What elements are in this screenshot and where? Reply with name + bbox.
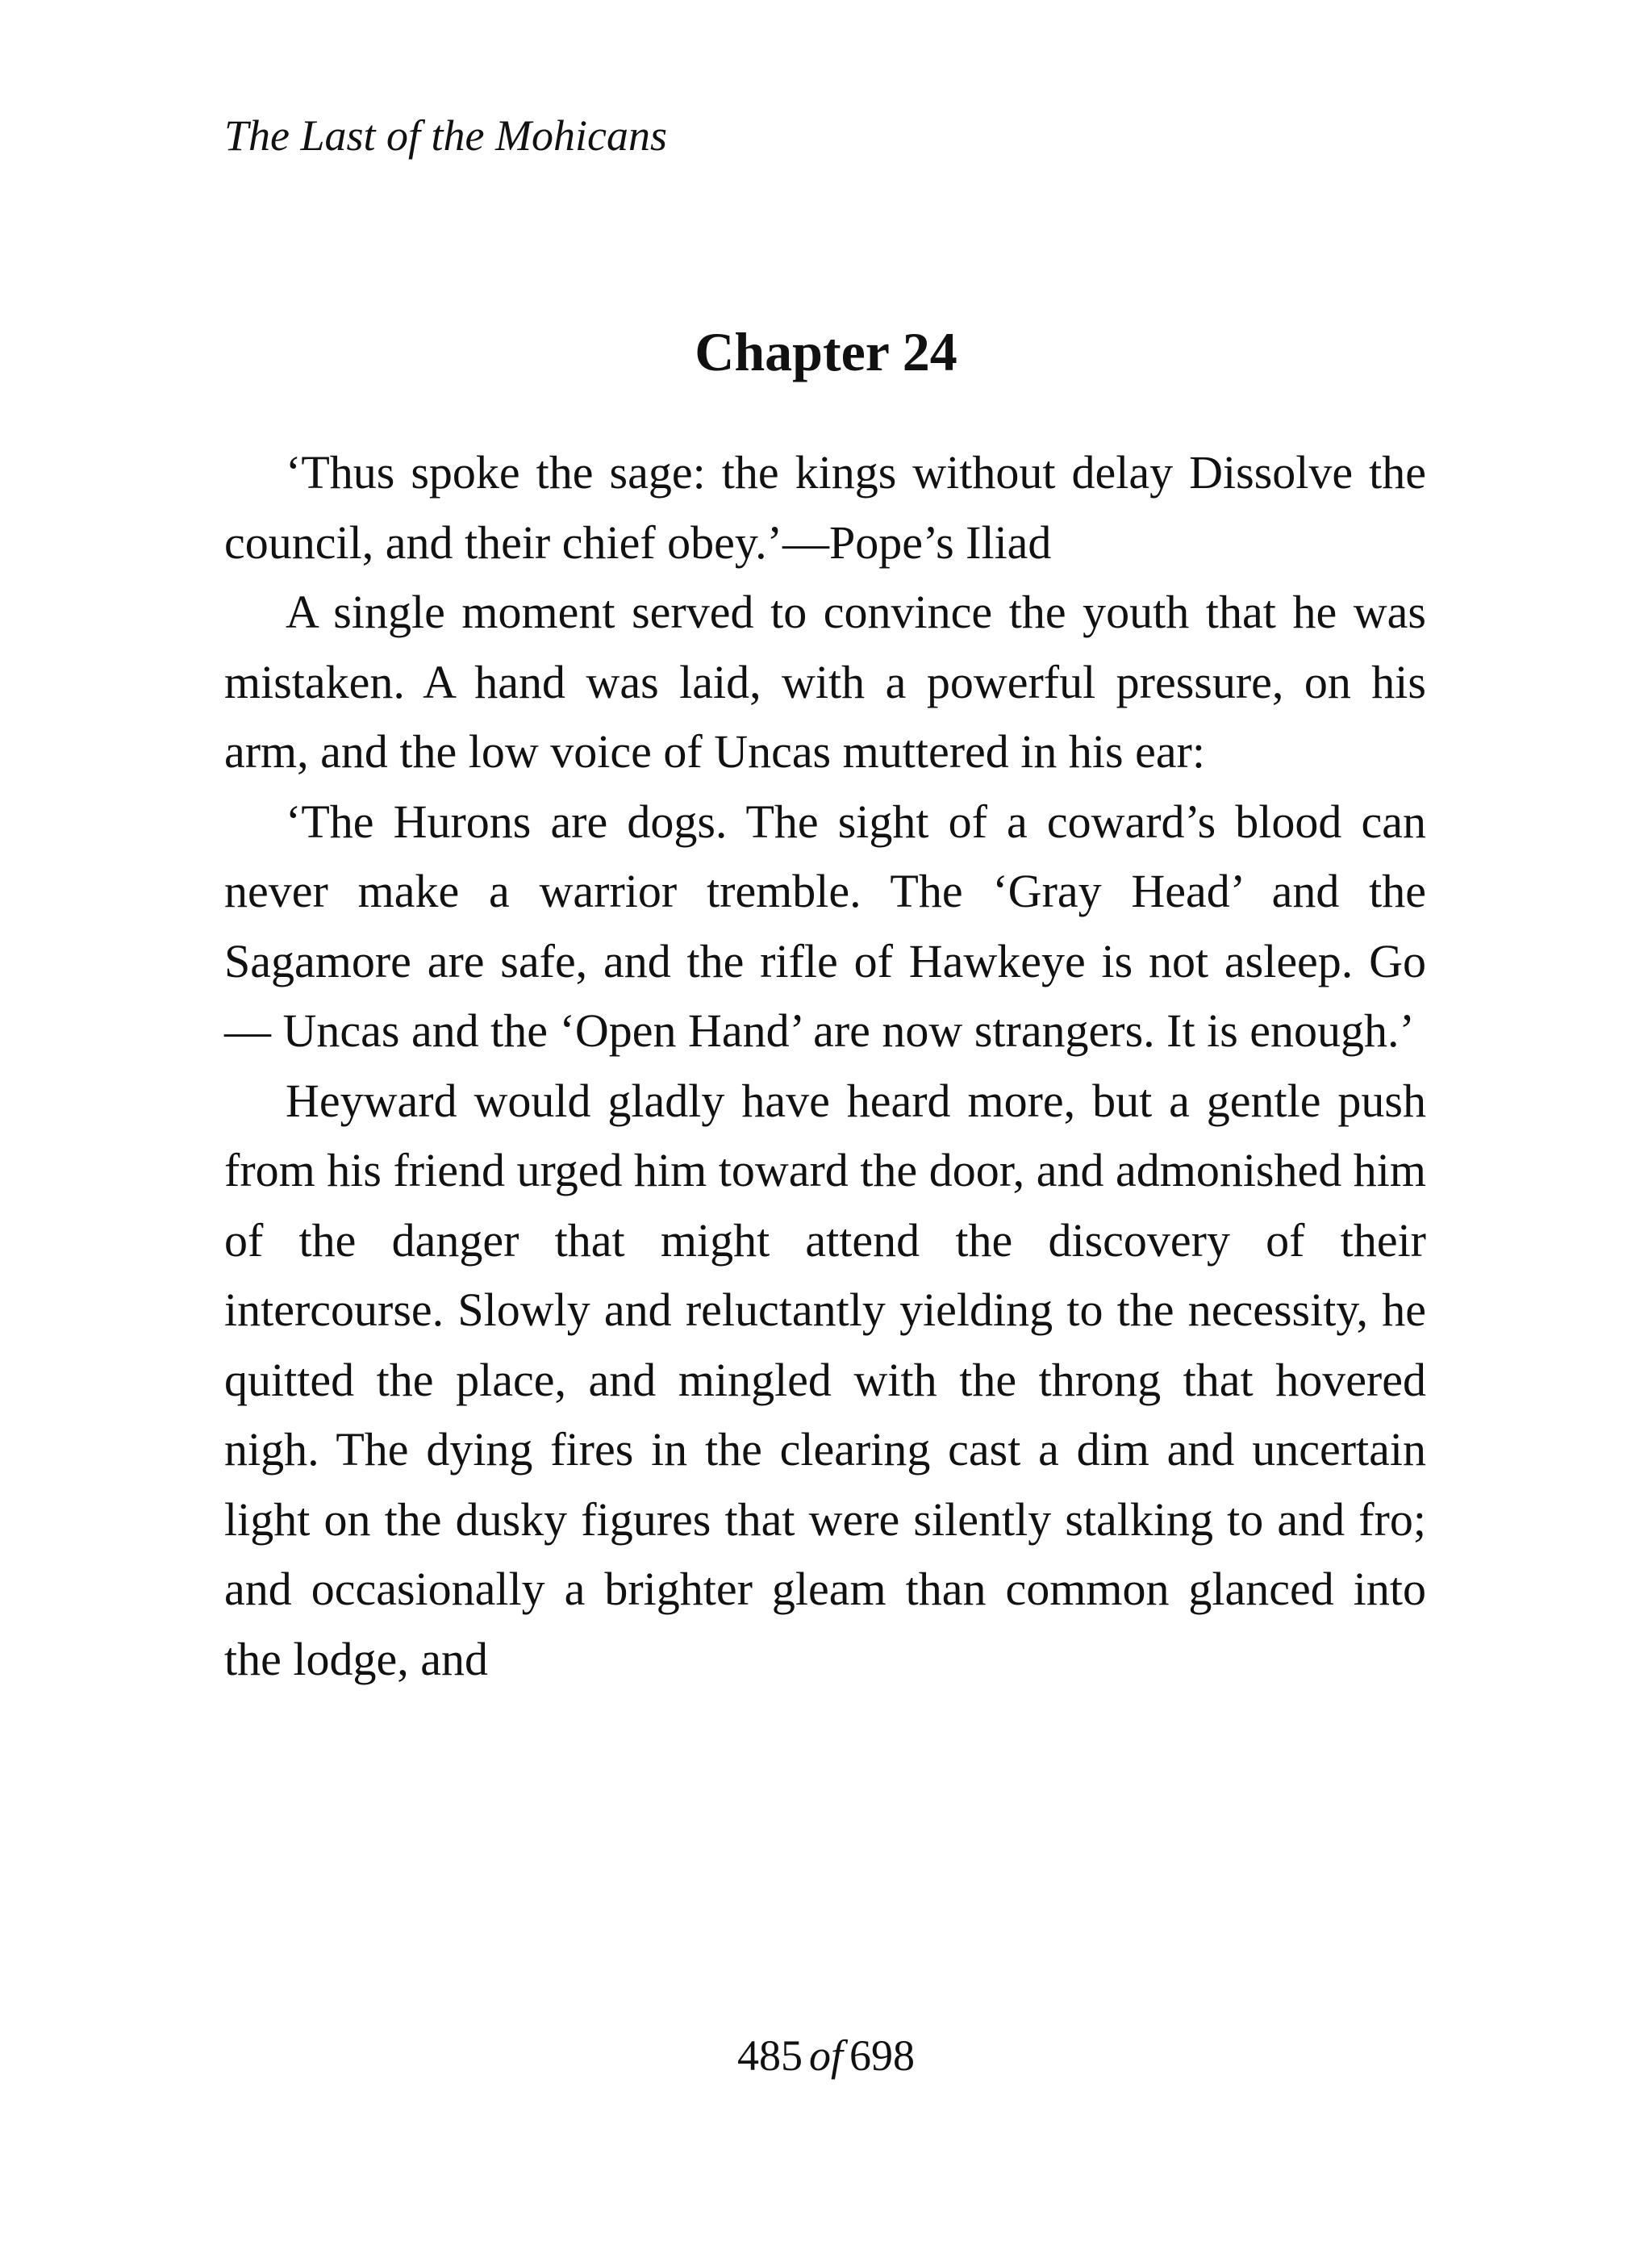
running-title: The Last of the Mohicans — [224, 111, 667, 160]
current-page: 485 — [736, 2031, 803, 2080]
chapter-body — [224, 438, 1426, 1694]
page-number — [0, 2023, 1652, 2088]
body-paragraph: Heyward would gladly have heard more, but a gentle push from his friend urged him toward the door, and admonished him of the danger that might attend the discovery of their intercourse. Slowly and reluctantly yielding to the necessity, he quitted the place, and mingled with the throng that hovered nigh. The dying fires in the clearing cast a dim and uncertain light on the dusky figures that were silently stalking to and fro; and occasionally a brighter gleam than common glanced into the lodge, and — [224, 1074, 1426, 1685]
page-of-label: of — [808, 2031, 843, 2080]
body-paragraph: ‘The Hurons are dogs. The sight of a coward’s blood can never make a warrior tremble. The ‘Gray Head’ and the Sagamore are safe, and the rifle of Hawkeye is not asleep. Go — Uncas and the ‘Open Hand’ are now strangers. It is enough.’ — [224, 795, 1426, 1057]
total-pages: 698 — [849, 2031, 915, 2080]
epigraph-paragraph: ‘Thus spoke the sage: the kings without delay Dissolve the council, and their chief obey.’—Pope’s Iliad — [224, 446, 1426, 569]
body-paragraph: A single moment served to convince the youth that he was mistaken. A hand was laid, with a powerful pressure, on his arm, and the low voice of Uncas muttered in his ear: — [224, 586, 1426, 778]
chapter-title: Chapter 24 — [695, 321, 957, 382]
